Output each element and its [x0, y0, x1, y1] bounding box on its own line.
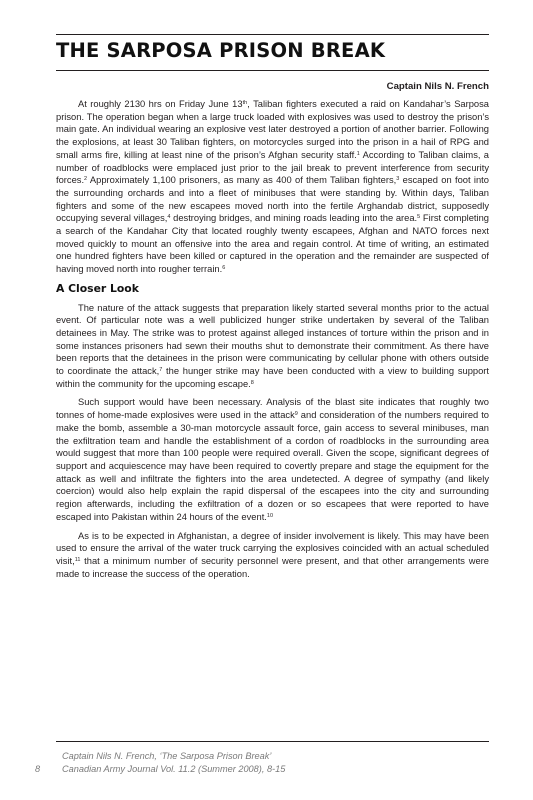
title-rule [56, 70, 489, 71]
text-run: As is to be expected in Afghanistan, a degree of insider involvement is likely. This may have been used to ensure the arrival of the water truck carrying the explosives coincided with an actual scheduled visit, [56, 530, 489, 566]
citation-line: Captain Nils N. French, ‘The Sarposa Prison Break’ [62, 751, 272, 761]
footnote-ref: 11 [74, 556, 81, 563]
text-run: escaped on foot into the surrounding orchards and into a fleet of minibuses that were standing by. Within days, Taliban fighters and some of the new escapees moved north into the fertile Arghandab district, supposedly occupying several villages, [56, 175, 489, 224]
paragraph-insider [56, 530, 489, 581]
footer-citation [62, 750, 285, 775]
section-heading: A Closer Look [56, 281, 139, 295]
text-run: At roughly 2130 hrs on Friday June 13 [78, 99, 243, 109]
text-run: Such support would have been necessary. Analysis of the blast site indicates that roughly two tonnes of home-made explosives were used in the attack [56, 397, 489, 421]
text-run: that a minimum number of security personnel were present, and that other arrangements were made to increase the success of the operation. [56, 555, 489, 579]
footnote-ref: 10 [266, 512, 274, 519]
ordinal-suffix: th [242, 100, 248, 106]
text-run: The nature of the attack suggests that preparation likely started several months prior to the actual event. Of particular note was a well publicized hunger strike undertaken by several of the Taliban detainees in May. The strike was to protest against alleged instances of torture within the prison and in some instances prisoners had sewn their mouths shut to demonstrate their commitment. As there have been reports that the detainees in the prison were communicating by cellular phone with others outside to coordinate the attack, [56, 302, 489, 377]
footnote-ref: 1 [356, 150, 360, 157]
footnote-ref: 3 [396, 176, 400, 183]
article-title: THE SARPOSA PRISON BREAK [56, 39, 386, 62]
page-number: 8 [35, 764, 41, 774]
footer-rule [56, 741, 489, 742]
footnote-ref: 5 [417, 214, 421, 221]
text-run: According to Taliban claims, a number of roadblocks were emplaced just prior to the jail break to prevent interference from security forces. [56, 149, 489, 186]
text-run: , Taliban fighters executed a raid on Kandahar’s Sarposa prison. The operation began when a large truck loaded with explosives was used to destroy the prison’s main gate. An individual wearing an explosive vest later destroyed a portion of another barrier. Following the explosions, at least 30 Taliban fighters, on motorcycles surged into the prison in a hail of RPG and small arms fire, killing at least nine of the prison’s Afghan security staff. [56, 99, 489, 160]
footnote-ref: 6 [222, 265, 226, 272]
paragraph-support [56, 396, 489, 523]
paragraph-intro [56, 98, 489, 276]
top-rule [56, 34, 489, 35]
footnote-ref: 2 [84, 176, 88, 183]
text-run: First completing a search of the Kandahar City that located roughly twenty escapees, Afghan and NATO forces next moved quickly to mount an offensive into the area and regain control. At time of writing, an estimated one hundred fighters have been killed or captured in the operation and the remainder are suspected of having moved north into rougher terrain. [56, 213, 489, 275]
citation-line: Canadian Army Journal Vol. 11.2 (Summer 2008), 8-15 [62, 763, 286, 774]
footnote-ref: 8 [250, 379, 254, 386]
text-run: the hunger strike may have been conducted with a view to building support within the community for the upcoming escape. [56, 366, 489, 389]
article-body [56, 98, 489, 586]
text-run: Approximately 1,100 prisoners, as many as 400 of them Taliban fighters, [87, 175, 397, 186]
paragraph-closer-look [56, 302, 489, 391]
footnote-ref: 4 [167, 214, 171, 221]
footnote-ref: 9 [294, 411, 298, 418]
text-run: destroying bridges, and mining roads leading into the area. [170, 213, 418, 224]
author-byline: Captain Nils N. French [386, 81, 489, 92]
text-run: and consideration of the numbers required to make the bomb, assemble a 30-man motorcycle assault force, gain access to several minibuses, man the exfiltration team and handle the establishment of a cordon of roadblocks in the surrounding area would suggest that more than 100 people were required overall. Given the scope, significant degrees of support and acquiescence may have been required to covertly prepare and stage the equipment for the attack as well and infiltrate the fighters into the area undetected. A degree of sympathy (and likely coercion) would also help explain the rapid dispersal of the escapees into the city and surrounding region afterwards, including the exfiltration of a dozen or so escapees that were reported to have escaped into Pakistan within 24 hours of the event. [56, 410, 489, 522]
footnote-ref: 7 [159, 367, 163, 374]
